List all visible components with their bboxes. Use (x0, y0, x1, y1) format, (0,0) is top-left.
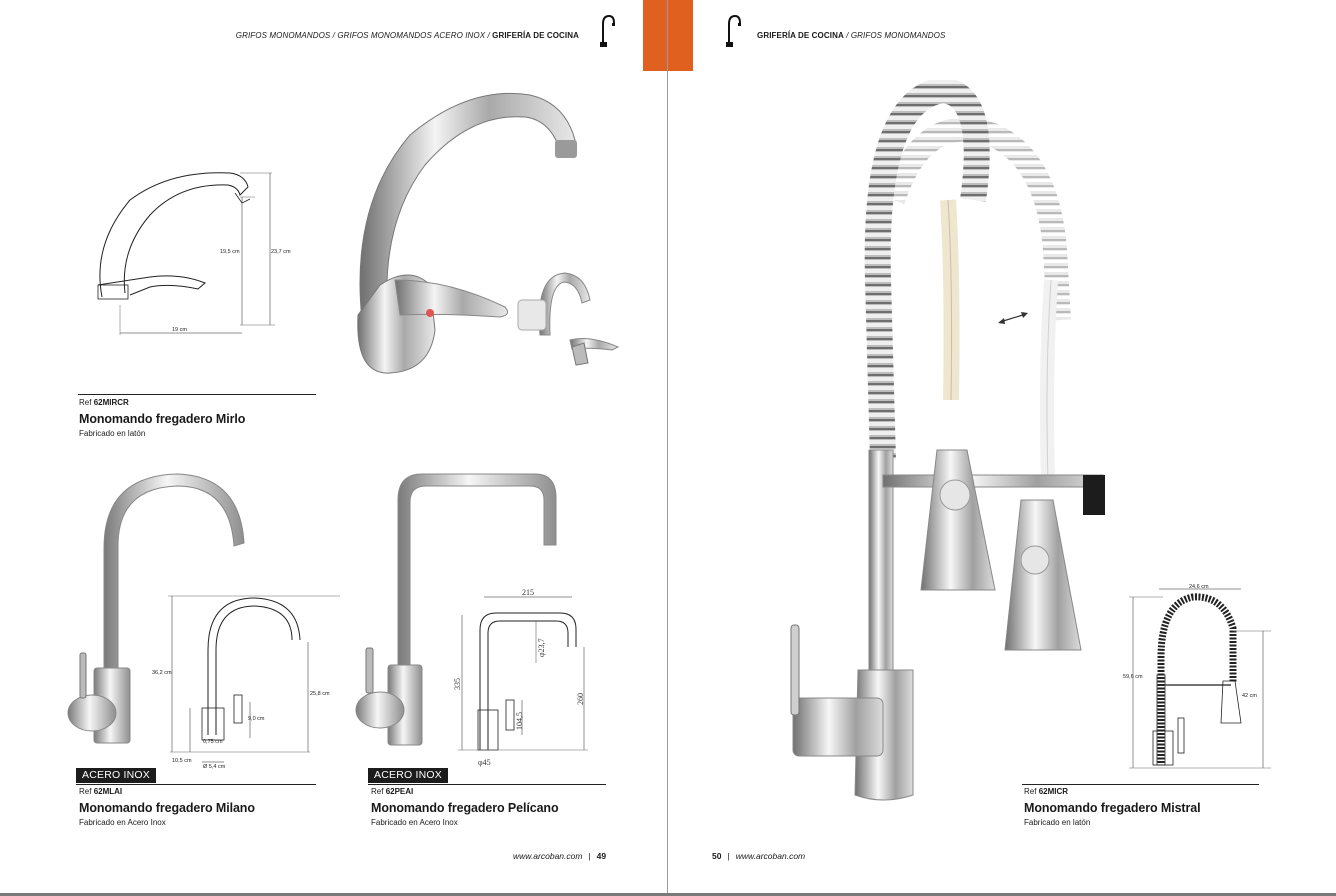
left-page-footer (513, 851, 606, 861)
milano-dim-handle: 9,0 cm (248, 716, 265, 722)
right-header-section: GRIFERÍA DE COCINA (757, 31, 844, 40)
milano-ref-prefix: Ref (79, 787, 92, 796)
mistral-dim-width: 24,6 cm (1189, 584, 1209, 590)
mirlo-dim-reach: 19 cm (172, 327, 187, 333)
pelicano-dim-spout-height: 260 (576, 693, 585, 705)
book-spine (667, 0, 668, 893)
mirlo-product-image (350, 85, 625, 380)
right-page-number: 50 (712, 851, 722, 861)
double-arrow-icon (996, 310, 1030, 331)
mistral-product-title: Monomando fregadero Mistral (1024, 801, 1201, 815)
milano-dim-diameter: Ø 5,4 cm (203, 764, 226, 770)
left-page (0, 0, 668, 893)
pelicano-dim-handle: 104,5 (515, 712, 524, 730)
right-footer-separator: | (727, 851, 730, 861)
milano-dim-base-width: 10,5 cm (172, 758, 192, 764)
mirlo-ref (79, 398, 129, 407)
mirlo-dim-spout-height: 19,5 cm (220, 249, 240, 255)
pelicano-ref-code: 62PEAI (385, 787, 414, 796)
milano-dim-spout-height: 25,8 cm (310, 691, 330, 697)
pelicano-dim-reach: 215 (522, 588, 534, 597)
mirlo-rule (78, 394, 316, 395)
milano-material: Fabricado en Acero Inox (79, 818, 166, 827)
milano-product-title: Monomando fregadero Milano (79, 801, 255, 815)
right-footer-url[interactable]: www.arcoban.com (735, 851, 806, 861)
right-page-header (757, 31, 945, 40)
pelicano-ref-prefix: Ref (371, 787, 384, 796)
mistral-ref-code: 62MICR (1038, 787, 1069, 796)
mirlo-product-title: Monomando fregadero Mirlo (79, 412, 246, 426)
mistral-material: Fabricado en latón (1024, 818, 1091, 827)
kitchen-tap-icon (724, 14, 742, 53)
mirlo-technical-drawing (90, 165, 300, 340)
pelicano-rule (368, 784, 606, 785)
mistral-product-image (783, 80, 1123, 805)
left-page-number: 49 (596, 851, 607, 861)
milano-acero-inox-badge: ACERO INOX (76, 768, 156, 783)
pelicano-technical-drawing (450, 585, 600, 770)
mirlo-dim-total-height: 23,7 cm (271, 249, 291, 255)
mistral-technical-drawing (1123, 583, 1273, 773)
pelicano-dim-base-diameter: φ45 (478, 758, 491, 767)
mistral-dim-total-height: 59,6 cm (1123, 674, 1143, 680)
pelicano-product-title: Monomando fregadero Pelícano (371, 801, 559, 815)
milano-dim-inner: 0,75 cm (203, 739, 223, 745)
pelicano-dim-pipe-diameter: φ23,7 (537, 638, 546, 657)
left-page-header (236, 31, 579, 40)
mirlo-ref-code: 62MIRCR (93, 398, 129, 407)
milano-technical-drawing (150, 590, 340, 770)
milano-ref-code: 62MLAI (93, 787, 123, 796)
kitchen-tap-icon (598, 14, 616, 53)
pelicano-material: Fabricado en Acero Inox (371, 818, 458, 827)
pelicano-dim-total-height: 335 (453, 678, 462, 690)
right-orange-tab (668, 0, 693, 71)
mirlo-material: Fabricado en latón (79, 429, 146, 438)
left-header-section: GRIFERÍA DE COCINA (492, 31, 579, 40)
milano-rule (76, 784, 316, 785)
left-footer-separator: | (588, 851, 591, 861)
left-orange-tab (643, 0, 667, 71)
mistral-rule (1022, 784, 1259, 785)
mistral-ref-prefix: Ref (1024, 787, 1037, 796)
milano-ref (79, 787, 122, 796)
left-footer-url[interactable]: www.arcoban.com (513, 851, 583, 861)
pelicano-ref (371, 787, 413, 796)
pelicano-acero-inox-badge: ACERO INOX (368, 768, 448, 783)
right-page (668, 0, 1336, 893)
mistral-dim-spout-height: 42 cm (1242, 693, 1257, 699)
right-header-breadcrumb: / GRIFOS MONOMANDOS (846, 31, 946, 40)
right-page-footer (712, 851, 805, 861)
milano-dim-total-height: 36,2 cm (152, 670, 172, 676)
mistral-ref (1024, 787, 1068, 796)
mirlo-ref-prefix: Ref (79, 398, 92, 407)
left-header-breadcrumb: GRIFOS MONOMANDOS / GRIFOS MONOMANDOS ACERO INOX / (235, 31, 490, 40)
